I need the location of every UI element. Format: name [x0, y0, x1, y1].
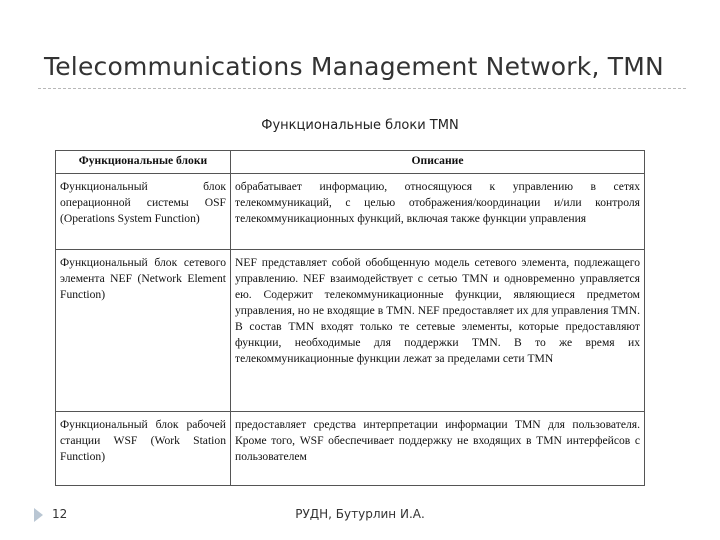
header-description: Описание: [231, 151, 645, 174]
block-description-cell: обрабатывает информацию, относящуюся к управлению в сетях телекоммуникаций, с целью отображения/координации и/или контроля телекоммуникационных функций, включая также функции управления: [231, 174, 645, 250]
block-name-cell: Функциональный блок операционной системы OSF (Operations System Function): [56, 174, 231, 250]
block-description-cell: NEF представляет собой обобщенную модель сетевого элемента, подлежащего управлению. NEF взаимодействует с сетью TMN и одновременно управляется ею. Содержит телекоммуникационные функции, являющиеся предметом управления, но не входящие в TMN. NEF предоставляет их для управления TMN. В состав TMN входят только те сетевые элементы, которые предоставляют функции, необходимые для поддержки TMN. В то же время их телекоммуникационные функции лежат за пределами сети TMN: [231, 250, 645, 412]
table-row: [56, 174, 645, 250]
table-row: [56, 412, 645, 486]
page-number: 12: [52, 507, 68, 521]
block-name-cell: Функциональный блок рабочей станции WSF (Work Station Function): [56, 412, 231, 486]
block-description-cell: предоставляет средства интерпретации информации TMN для пользователя. Кроме того, WSF обеспечивает поддержку не входящих в TMN интерфейсов с пользователем: [231, 412, 645, 486]
block-name-cell: Функциональный блок сетевого элемента NEF (Network Element Function): [56, 250, 231, 412]
table-caption: Функциональные блоки TMN: [261, 118, 459, 133]
footer-author: РУДН, Бутурлин И.А.: [295, 507, 425, 521]
table-header-row: [56, 151, 645, 174]
header-functional-blocks: Функциональные блоки: [56, 151, 231, 174]
title-divider: [38, 88, 686, 89]
table-row: [56, 250, 645, 412]
slide-title: Telecommunications Management Network, TMN: [44, 52, 664, 81]
functional-blocks-table: [55, 150, 645, 486]
